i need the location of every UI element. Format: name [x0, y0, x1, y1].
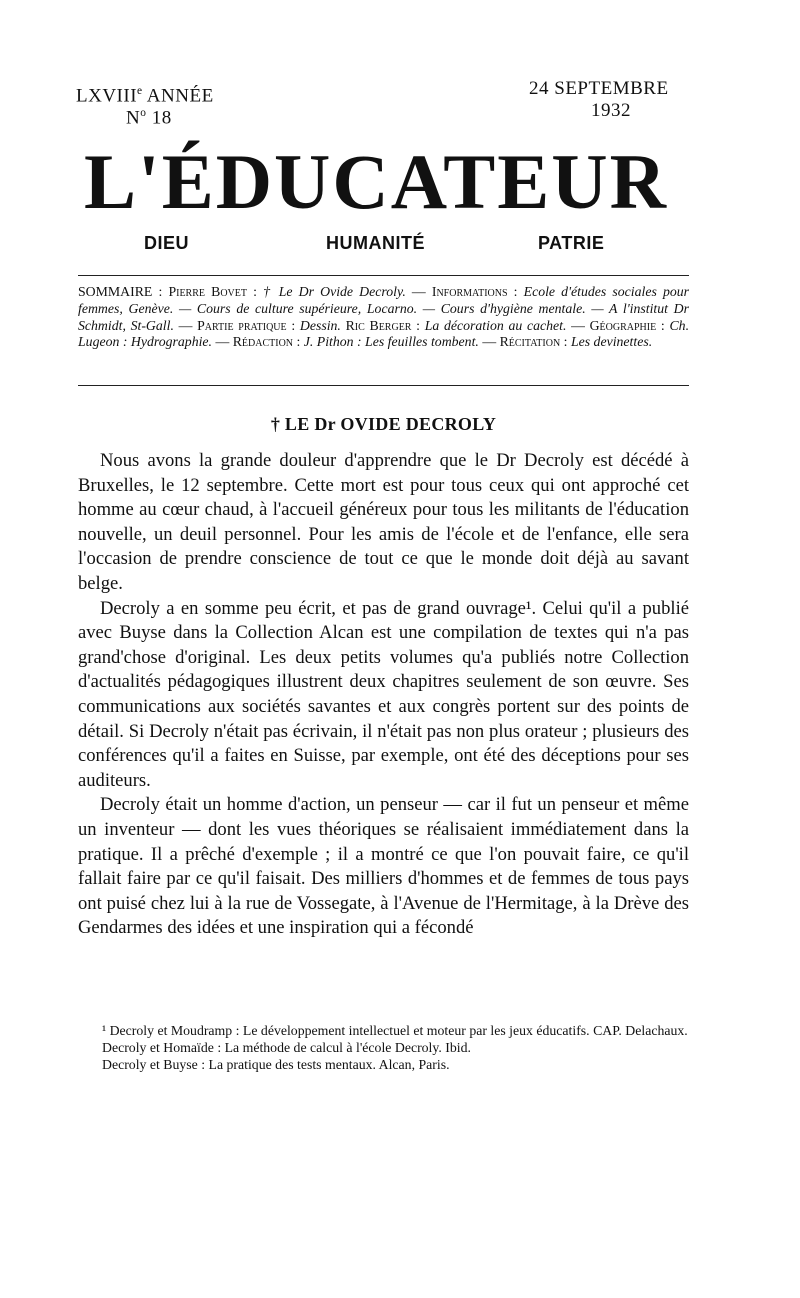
- sommaire-top-rule: [78, 275, 689, 276]
- article-paragraph: Decroly a en somme peu écrit, et pas de grand ouvrage¹. Celui qu'il a publié avec Buyse dans la Collection Alcan est une compilation de textes qui n'a pas grand'chose d'original. Les deux petits volumes qu'a publiés notre Collection d'actualités pédagogiques illustrent deux chapitres seulement de son œuvre. Ses communications aux sociétés savantes et aux congrès portent sur des points de détail. Si Decroly n'était pas écrivain, il n'était pas non plus orateur ; plusieurs des conférences qu'il a faites en Suisse, par exemple, ont été des déceptions pour ses auditeurs.: [78, 597, 689, 791]
- toc-section: Géographie: [589, 317, 657, 333]
- footnote: Decroly et Buyse : La pratique des tests mentaux. Alcan, Paris.: [102, 1056, 450, 1072]
- footnote: ¹ Decroly et Moudramp : Le développement intellectuel et moteur par les jeux éducatifs. CAP. Delachaux.: [102, 1023, 688, 1038]
- toc-author: Ric Berger: [345, 317, 412, 333]
- toc-entry: Ecole d'études sociales pour femmes, Genève. — Cours de culture supérieure, Locarno. — Cours d'hygiène mentale. — A l'institut Dr Schmidt, St-Gall.: [78, 284, 690, 333]
- toc-entry: Ch. Lugeon : Hydrographie.: [78, 317, 690, 350]
- sommaire-bottom-rule: [78, 385, 689, 386]
- toc-section: Rédaction: [232, 334, 294, 350]
- motto-dieu: DIEU: [144, 233, 190, 253]
- motto-humanite: HUMANITÉ: [326, 233, 425, 253]
- article-paragraph: Decroly était un homme d'action, un penseur — car il fut un penseur et même un inventeur — dont les vues théoriques se réalisaient immédiatement dans la pratique. Il a prêché d'exemple ; il a montré ce que l'on pouvait faire, ce qu'il fallait faire par ce qu'il faisait. Des milliers d'hommes et de femmes de tous pays ont puisé chez lui à la rue de Vossegate, à l'Avenue de l'Hermitage, à la Drève des Gendarmes des idées et une inspiration qui a fécondé: [78, 794, 689, 939]
- toc-entry: Les devinettes.: [570, 334, 653, 350]
- footnote: Decroly et Homaïde : La méthode de calcul à l'école Decroly. Ibid.: [102, 1039, 471, 1055]
- article-paragraph: Nous avons la grande douleur d'apprendre que le Dr Decroly est décédé à Bruxelles, le 12 septembre. Cette mort est pour tous ceux qui ont approché cet homme au cœur chaud, à l'accueil généreux pour tous les militants de l'éducation nouvelle, un deuil personnel. Pour les amis de l'école et de l'enfance, elle sera l'occasion de prendre conscience de tout ce que le monde doit déjà au savant belge.: [78, 450, 689, 594]
- motto-patrie: PATRIE: [538, 233, 605, 253]
- article-title: † LE Dr OVIDE DECROLY: [270, 414, 497, 434]
- toc-entry: Dessin.: [299, 317, 341, 333]
- toc-author: Pierre Bovet: [168, 284, 247, 299]
- article-body: [78, 449, 689, 941]
- toc-entry: J. Pithon : Les feuilles tombent.: [303, 334, 479, 350]
- issue-year: 1932: [591, 100, 631, 121]
- issue-number: $N^o$ 18: [126, 107, 172, 129]
- toc-entry: † Le Dr Ovide Decroly.: [263, 284, 406, 299]
- volume-year: LXVIIIe ANNÉE: [76, 85, 214, 107]
- toc-section: Partie pratique: [197, 317, 287, 333]
- toc-section: Récitation: [499, 334, 561, 350]
- toc-section: Informations: [431, 284, 508, 299]
- masthead-title: L'ÉDUCATEUR: [84, 138, 668, 225]
- sommaire-label: SOMMAIRE :: [78, 284, 163, 299]
- issue-date: 24 SEPTEMBRE: [529, 78, 669, 99]
- footnotes: [78, 1023, 689, 1073]
- toc-entry: La décoration au cachet.: [424, 317, 567, 333]
- table-of-contents: SOMMAIRE : Pierre Bovet : † Le Dr Ovide Decroly. — Informations : Ecole d'études sociales pour femmes, Genève. — Cours de culture supérieure, Locarno. — Cours d'hygiène mentale. — A l'institut Dr Schmidt, St-Gall. — Partie pratique : Dessin. Ric Berger : La décoration au cachet. — Géographie : Ch. Lugeon : Hydrographie. — Rédaction : J. Pithon : Les feuilles tombent. — Récitation : Les devinettes.: [78, 284, 690, 350]
